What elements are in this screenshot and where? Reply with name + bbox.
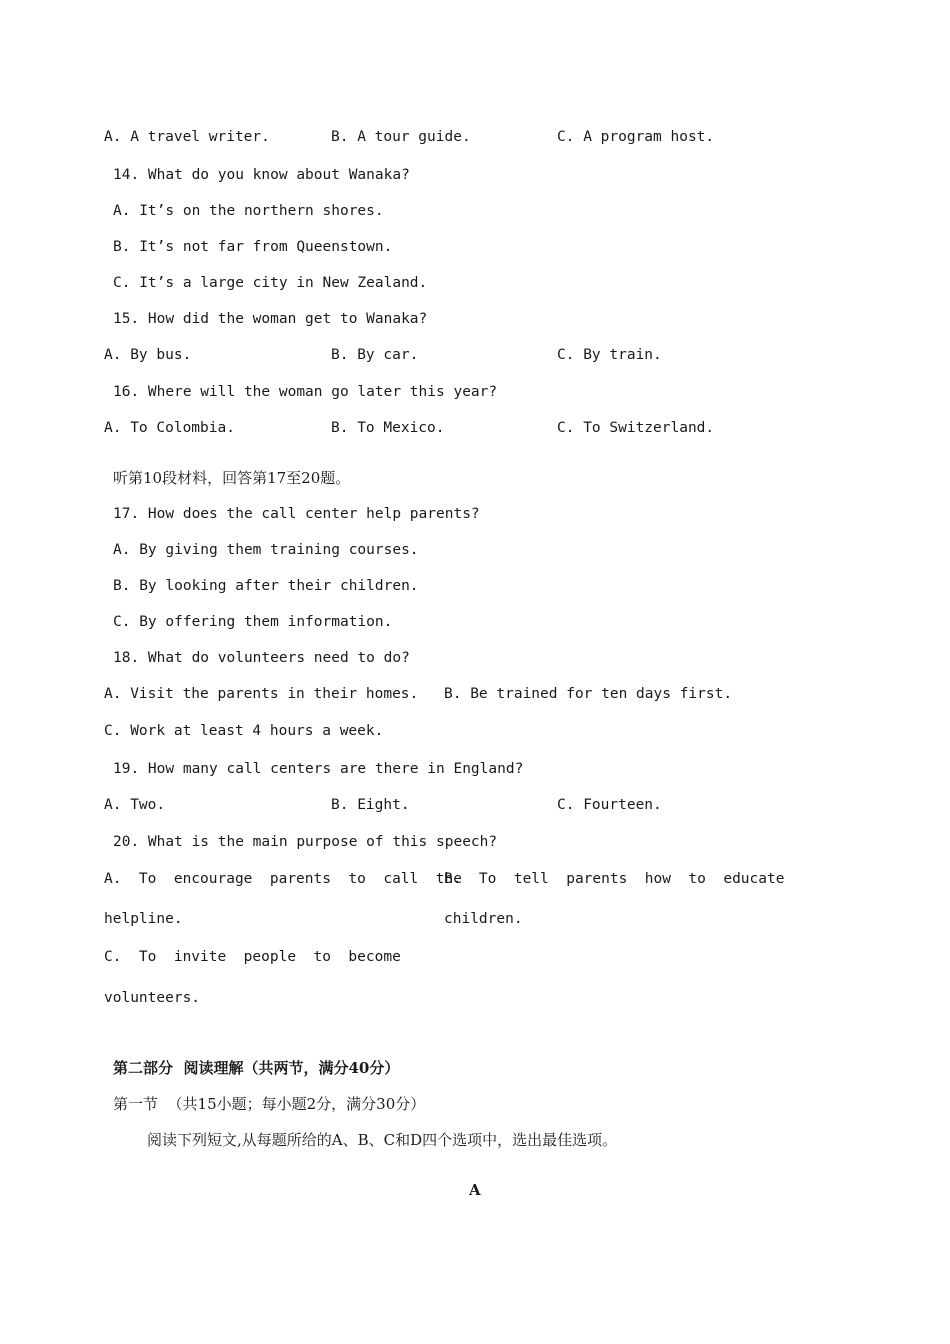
q14-stem: 14. What do you know about Wanaka? — [113, 167, 410, 183]
section-10-heading: 听第10段材料，回答第17至20题。 — [113, 469, 351, 487]
q19-option-c: C. Fourteen. — [557, 797, 662, 813]
q20-option-c-line1: C. To invite people to become — [104, 949, 401, 965]
q20-stem: 20. What is the main purpose of this speech? — [113, 834, 498, 850]
q17-option-c: C. By offering them information. — [113, 614, 393, 630]
q20-option-c-line2: volunteers. — [104, 990, 201, 1006]
q13-option-a: A. A travel writer. — [104, 129, 270, 145]
q17-option-b: B. By looking after their children. — [113, 578, 419, 594]
q15-option-a: A. By bus. — [104, 347, 192, 363]
q20-option-a-line2: helpline. — [104, 911, 183, 927]
q20-option-b-line2: children. — [444, 911, 523, 927]
q17-stem: 17. How does the call center help parents? — [113, 506, 480, 522]
q16-option-c: C. To Switzerland. — [557, 420, 715, 436]
q20-option-a-line1: A. To encourage parents to call the — [104, 871, 462, 887]
passage-label: A — [469, 1181, 481, 1199]
q16-option-b: B. To Mexico. — [331, 420, 445, 436]
q17-option-a: A. By giving them training courses. — [113, 542, 419, 558]
q19-stem: 19. How many call centers are there in England? — [113, 761, 524, 777]
q14-option-c: C. It’s a large city in New Zealand. — [113, 275, 428, 291]
q18-option-a: A. Visit the parents in their homes. — [104, 686, 419, 702]
q18-option-b: B. Be trained for ten days first. — [444, 686, 733, 702]
part2-title: 第二部分 阅读理解（共两节，满分40分） — [113, 1059, 400, 1077]
q15-option-c: C. By train. — [557, 347, 662, 363]
part2-instruction: 阅读下列短文,从每题所给的A、B、C和D四个选项中，选出最佳选项。 — [147, 1131, 618, 1149]
q20-option-b-line1: B. To tell parents how to educate — [444, 871, 785, 887]
part2-section1: 第一节 （共15小题；每小题2分，满分30分） — [113, 1095, 426, 1113]
q16-option-a: A. To Colombia. — [104, 420, 235, 436]
q16-stem: 16. Where will the woman go later this year? — [113, 384, 498, 400]
q13-option-c: C. A program host. — [557, 129, 715, 145]
q18-stem: 18. What do volunteers need to do? — [113, 650, 410, 666]
q14-option-b: B. It’s not far from Queenstown. — [113, 239, 393, 255]
q18-option-c: C. Work at least 4 hours a week. — [104, 723, 384, 739]
q19-option-b: B. Eight. — [331, 797, 410, 813]
q15-stem: 15. How did the woman get to Wanaka? — [113, 311, 428, 327]
q13-option-b: B. A tour guide. — [331, 129, 471, 145]
q15-option-b: B. By car. — [331, 347, 419, 363]
q19-option-a: A. Two. — [104, 797, 166, 813]
q14-option-a: A. It’s on the northern shores. — [113, 203, 384, 219]
